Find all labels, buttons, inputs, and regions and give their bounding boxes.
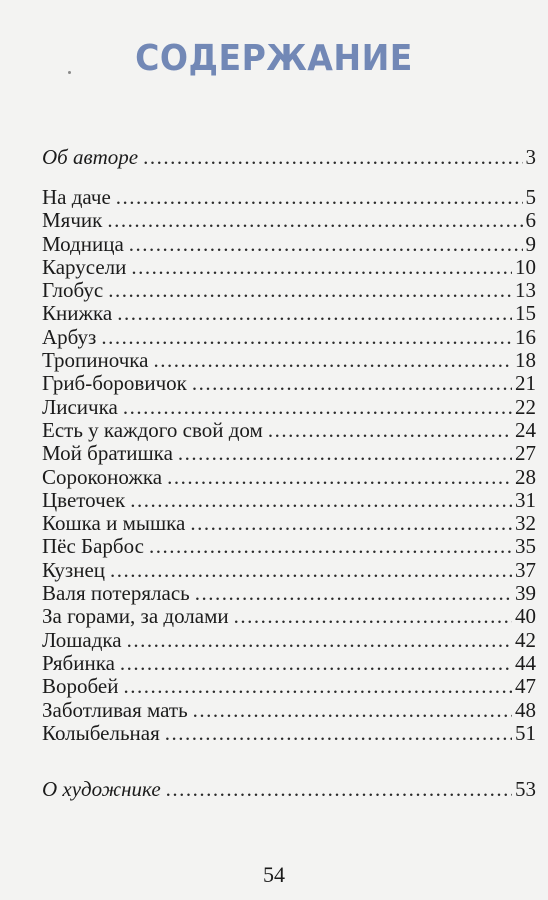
- toc-entry-title: Кузнец: [42, 557, 106, 582]
- toc-entry-title: Лошадка: [42, 627, 122, 652]
- toc-entry-page: 44: [515, 650, 536, 675]
- dot-leader: [195, 582, 512, 605]
- page-title: СОДЕРЖАНИЕ: [135, 38, 413, 79]
- dot-leader: [116, 186, 523, 209]
- dot-leader: [166, 775, 512, 803]
- dot-leader: [107, 209, 522, 232]
- toc-entry-page: 3: [525, 145, 536, 169]
- toc-entry: [42, 699, 536, 722]
- toc-entry-title: Рябинка: [42, 650, 115, 675]
- toc-entry: [42, 535, 536, 558]
- toc-entry-title: Цветочек: [42, 487, 126, 512]
- toc-entry: [42, 186, 536, 209]
- toc-entry-title: О художнике: [42, 777, 161, 801]
- toc-about-author-section: [42, 143, 536, 171]
- toc-about-artist-section: [42, 775, 536, 803]
- toc-entry: [42, 559, 536, 582]
- toc-entry-page: 48: [515, 697, 536, 722]
- toc-entry-title: Валя потерялась: [42, 581, 190, 606]
- dot-leader: [143, 143, 522, 171]
- toc-entry-title: Лисичка: [42, 394, 118, 419]
- toc-entry-title: Тропиночка: [42, 348, 149, 373]
- toc-entry: [42, 279, 536, 302]
- toc-entry-page: 10: [515, 254, 536, 279]
- toc-entry-page: 37: [515, 557, 536, 582]
- toc-entry-title: Колыбельная: [42, 720, 160, 745]
- toc-entry-title: Карусели: [42, 254, 127, 279]
- toc-entry: [42, 326, 536, 349]
- toc-entry-page: 15: [515, 301, 536, 326]
- toc-entry: [42, 489, 536, 512]
- toc-entry-title: Есть у каждого свой дом: [42, 417, 263, 442]
- dot-leader: [234, 605, 512, 628]
- dot-leader: [131, 256, 512, 279]
- toc-entry-title: Глобус: [42, 278, 104, 303]
- toc-entry-page: 5: [525, 185, 536, 209]
- toc-entry-title: Об авторе: [42, 145, 139, 169]
- toc-entry: [42, 629, 536, 652]
- toc-entry-page: 51: [515, 720, 536, 745]
- toc-entry-page: 21: [515, 371, 536, 396]
- toc-entry-title: Кошка и мышка: [42, 511, 186, 536]
- dot-leader: [130, 489, 512, 512]
- toc-entry-title: За горами, за долами: [42, 604, 229, 629]
- toc-entry-page: 22: [515, 394, 536, 419]
- toc-entry-about-author: [42, 143, 536, 171]
- toc-entry: [42, 512, 536, 535]
- dot-leader: [178, 442, 512, 465]
- toc-entry-page: 47: [515, 674, 536, 699]
- toc-entry-title: На даче: [42, 185, 111, 209]
- toc-entry: [42, 233, 536, 256]
- dot-leader: [190, 512, 512, 535]
- dot-leader: [165, 722, 512, 745]
- dot-leader: [127, 629, 512, 652]
- toc-entry: [42, 396, 536, 419]
- toc-entry-title: Пёс Барбос: [42, 534, 144, 559]
- toc-entry-page: 24: [515, 417, 536, 442]
- toc-entry-page: 16: [515, 324, 536, 349]
- toc-entry-page: 18: [515, 348, 536, 373]
- toc-entry: [42, 209, 536, 232]
- toc-entry-page: 6: [525, 208, 536, 233]
- toc-entry-page: 53: [515, 777, 536, 801]
- toc-entry-title: Сороконожка: [42, 464, 163, 489]
- dot-leader: [192, 372, 512, 395]
- toc-entry-title: Заботливая мать: [42, 697, 188, 722]
- dot-leader: [149, 535, 512, 558]
- toc-entry: [42, 372, 536, 395]
- dot-leader: [268, 419, 512, 442]
- toc-entry-page: 28: [515, 464, 536, 489]
- dot-leader: [123, 396, 512, 419]
- dot-leader: [153, 349, 512, 372]
- page-number: 54: [263, 862, 285, 887]
- toc-entry: [42, 256, 536, 279]
- toc-entry-page: 39: [515, 581, 536, 606]
- toc-entry-page: 40: [515, 604, 536, 629]
- toc-entry-page: 31: [515, 487, 536, 512]
- toc-entry-title: Гриб-боровичок: [42, 371, 187, 396]
- dot-leader: [123, 675, 512, 698]
- toc-entry: [42, 349, 536, 372]
- dot-leader: [101, 326, 512, 349]
- toc-entry-about-artist: [42, 775, 536, 803]
- dot-leader: [129, 233, 523, 256]
- toc-entry: [42, 466, 536, 489]
- toc-entry-page: 27: [515, 441, 536, 466]
- toc-entry: [42, 722, 536, 745]
- dot-leader: [110, 559, 512, 582]
- toc-main-list: [42, 186, 536, 745]
- dot-leader: [167, 466, 512, 489]
- toc-entry: [42, 652, 536, 675]
- toc-entry: [42, 582, 536, 605]
- toc-entry: [42, 605, 536, 628]
- toc-entry: [42, 302, 536, 325]
- toc-entry: [42, 675, 536, 698]
- dot-leader: [117, 302, 512, 325]
- toc-entry-title: Воробей: [42, 674, 119, 699]
- toc-entry-title: Мой братишка: [42, 441, 173, 466]
- dot-leader: [108, 279, 512, 302]
- toc-entry: [42, 419, 536, 442]
- dot-leader: [120, 652, 512, 675]
- toc-entry-title: Мячик: [42, 208, 103, 233]
- toc-entry-page: 42: [515, 627, 536, 652]
- toc-entry-page: 9: [525, 231, 536, 256]
- toc-entry-title: Арбуз: [42, 324, 97, 349]
- toc-entry-title: Модница: [42, 231, 124, 256]
- toc-entry-page: 13: [515, 278, 536, 303]
- toc-entry-page: 32: [515, 511, 536, 536]
- toc-entry: [42, 442, 536, 465]
- toc-entry-page: 35: [515, 534, 536, 559]
- toc-entry-title: Книжка: [42, 301, 113, 326]
- dot-leader: [193, 699, 512, 722]
